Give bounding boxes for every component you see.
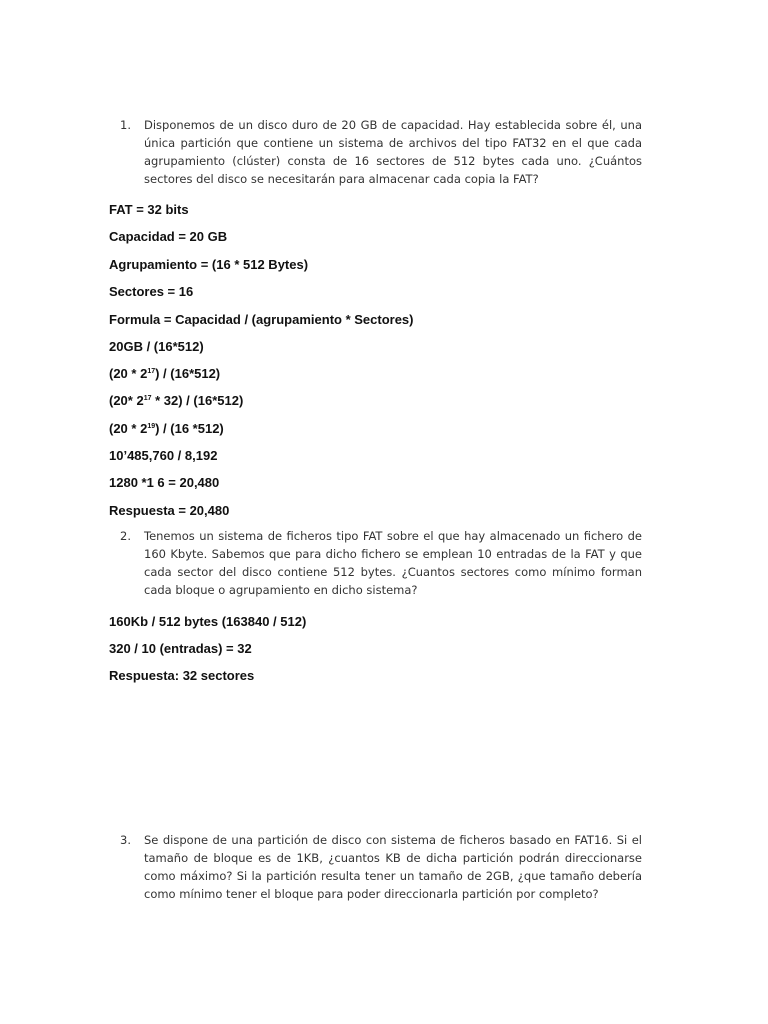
answer-1-line-1: FAT = 32 bits (109, 202, 189, 217)
answer-1-line-2: Capacidad = 20 GB (109, 229, 228, 244)
question-2 (120, 527, 642, 599)
answer-1-line-9-post: ) / (16 *512) (155, 421, 224, 436)
answer-1-result: Respuesta = 20,480 (109, 503, 230, 518)
question-1-number: 1. (120, 118, 131, 132)
answer-1-line-8 (109, 393, 243, 408)
question-2-text: Tenemos un sistema de ficheros tipo FAT sobre el que hay almacenado un fichero de 160 Kbyte. Sabemos que para dicho fichero se emplean 10 entradas de la FAT y que cada sector del disco contiene 512 bytes. ¿Cuantos sectores como mínimo forman cada bloque o agrupamiento en dicho sistema? (144, 529, 642, 597)
answer-1-line-6: 20GB / (16*512) (109, 339, 204, 354)
question-2-number: 2. (120, 529, 131, 543)
question-3-number: 3. (120, 833, 131, 847)
question-1-text: Disponemos de un disco duro de 20 GB de capacidad. Hay establecida sobre él, una única partición que contiene un sistema de archivos del tipo FAT32 en el que cada agrupamiento (clúster) consta de 16 sectores de 512 bytes cada uno. ¿Cuántos sectores del disco se necesitarán para almacenar cada copia la FAT? (144, 118, 642, 186)
answer-1-line-9 (109, 421, 224, 436)
answer-1-line-9-pre: (20 * 2 (109, 421, 148, 436)
answer-1-line-11: 1280 *1 6 = 20,480 (109, 475, 220, 490)
question-1 (120, 116, 642, 188)
answer-1-line-5: Formula = Capacidad / (agrupamiento * Sectores) (109, 312, 414, 327)
answer-1-line-4: Sectores = 16 (109, 284, 194, 299)
answer-1-line-10: 10’485,760 / 8,192 (109, 448, 218, 463)
answer-1-line-7-exponent: 17 (147, 368, 156, 375)
answer-1-line-8-exponent: 17 (143, 395, 152, 402)
answer-1-line-3: Agrupamiento = (16 * 512 Bytes) (109, 257, 309, 272)
answer-1-line-9-exponent: 19 (147, 423, 156, 430)
question-3 (120, 831, 642, 903)
answer-2-result: Respuesta: 32 sectores (109, 668, 255, 683)
answer-1-line-8-pre: (20* 2 (109, 393, 144, 408)
question-3-text: Se dispone de una partición de disco con sistema de ficheros basado en FAT16. Si el tamaño de bloque es de 1KB, ¿cuantos KB de dicha partición podrán direccionarse como máximo? Si la partición resulta tener un tamaño de 2GB, ¿que tamaño debería como mínimo tener el bloque para poder direccionarla partición por completo? (144, 833, 642, 901)
answer-1-line-7-post: ) / (16*512) (155, 366, 221, 381)
answer-2-line-1: 160Kb / 512 bytes (163840 / 512) (109, 614, 307, 629)
answer-1-line-8-post: * 32) / (16*512) (151, 393, 244, 408)
answer-1-line-7-pre: (20 * 2 (109, 366, 148, 381)
answer-2-line-2: 320 / 10 (entradas) = 32 (109, 641, 252, 656)
answer-1-line-7 (109, 366, 220, 381)
